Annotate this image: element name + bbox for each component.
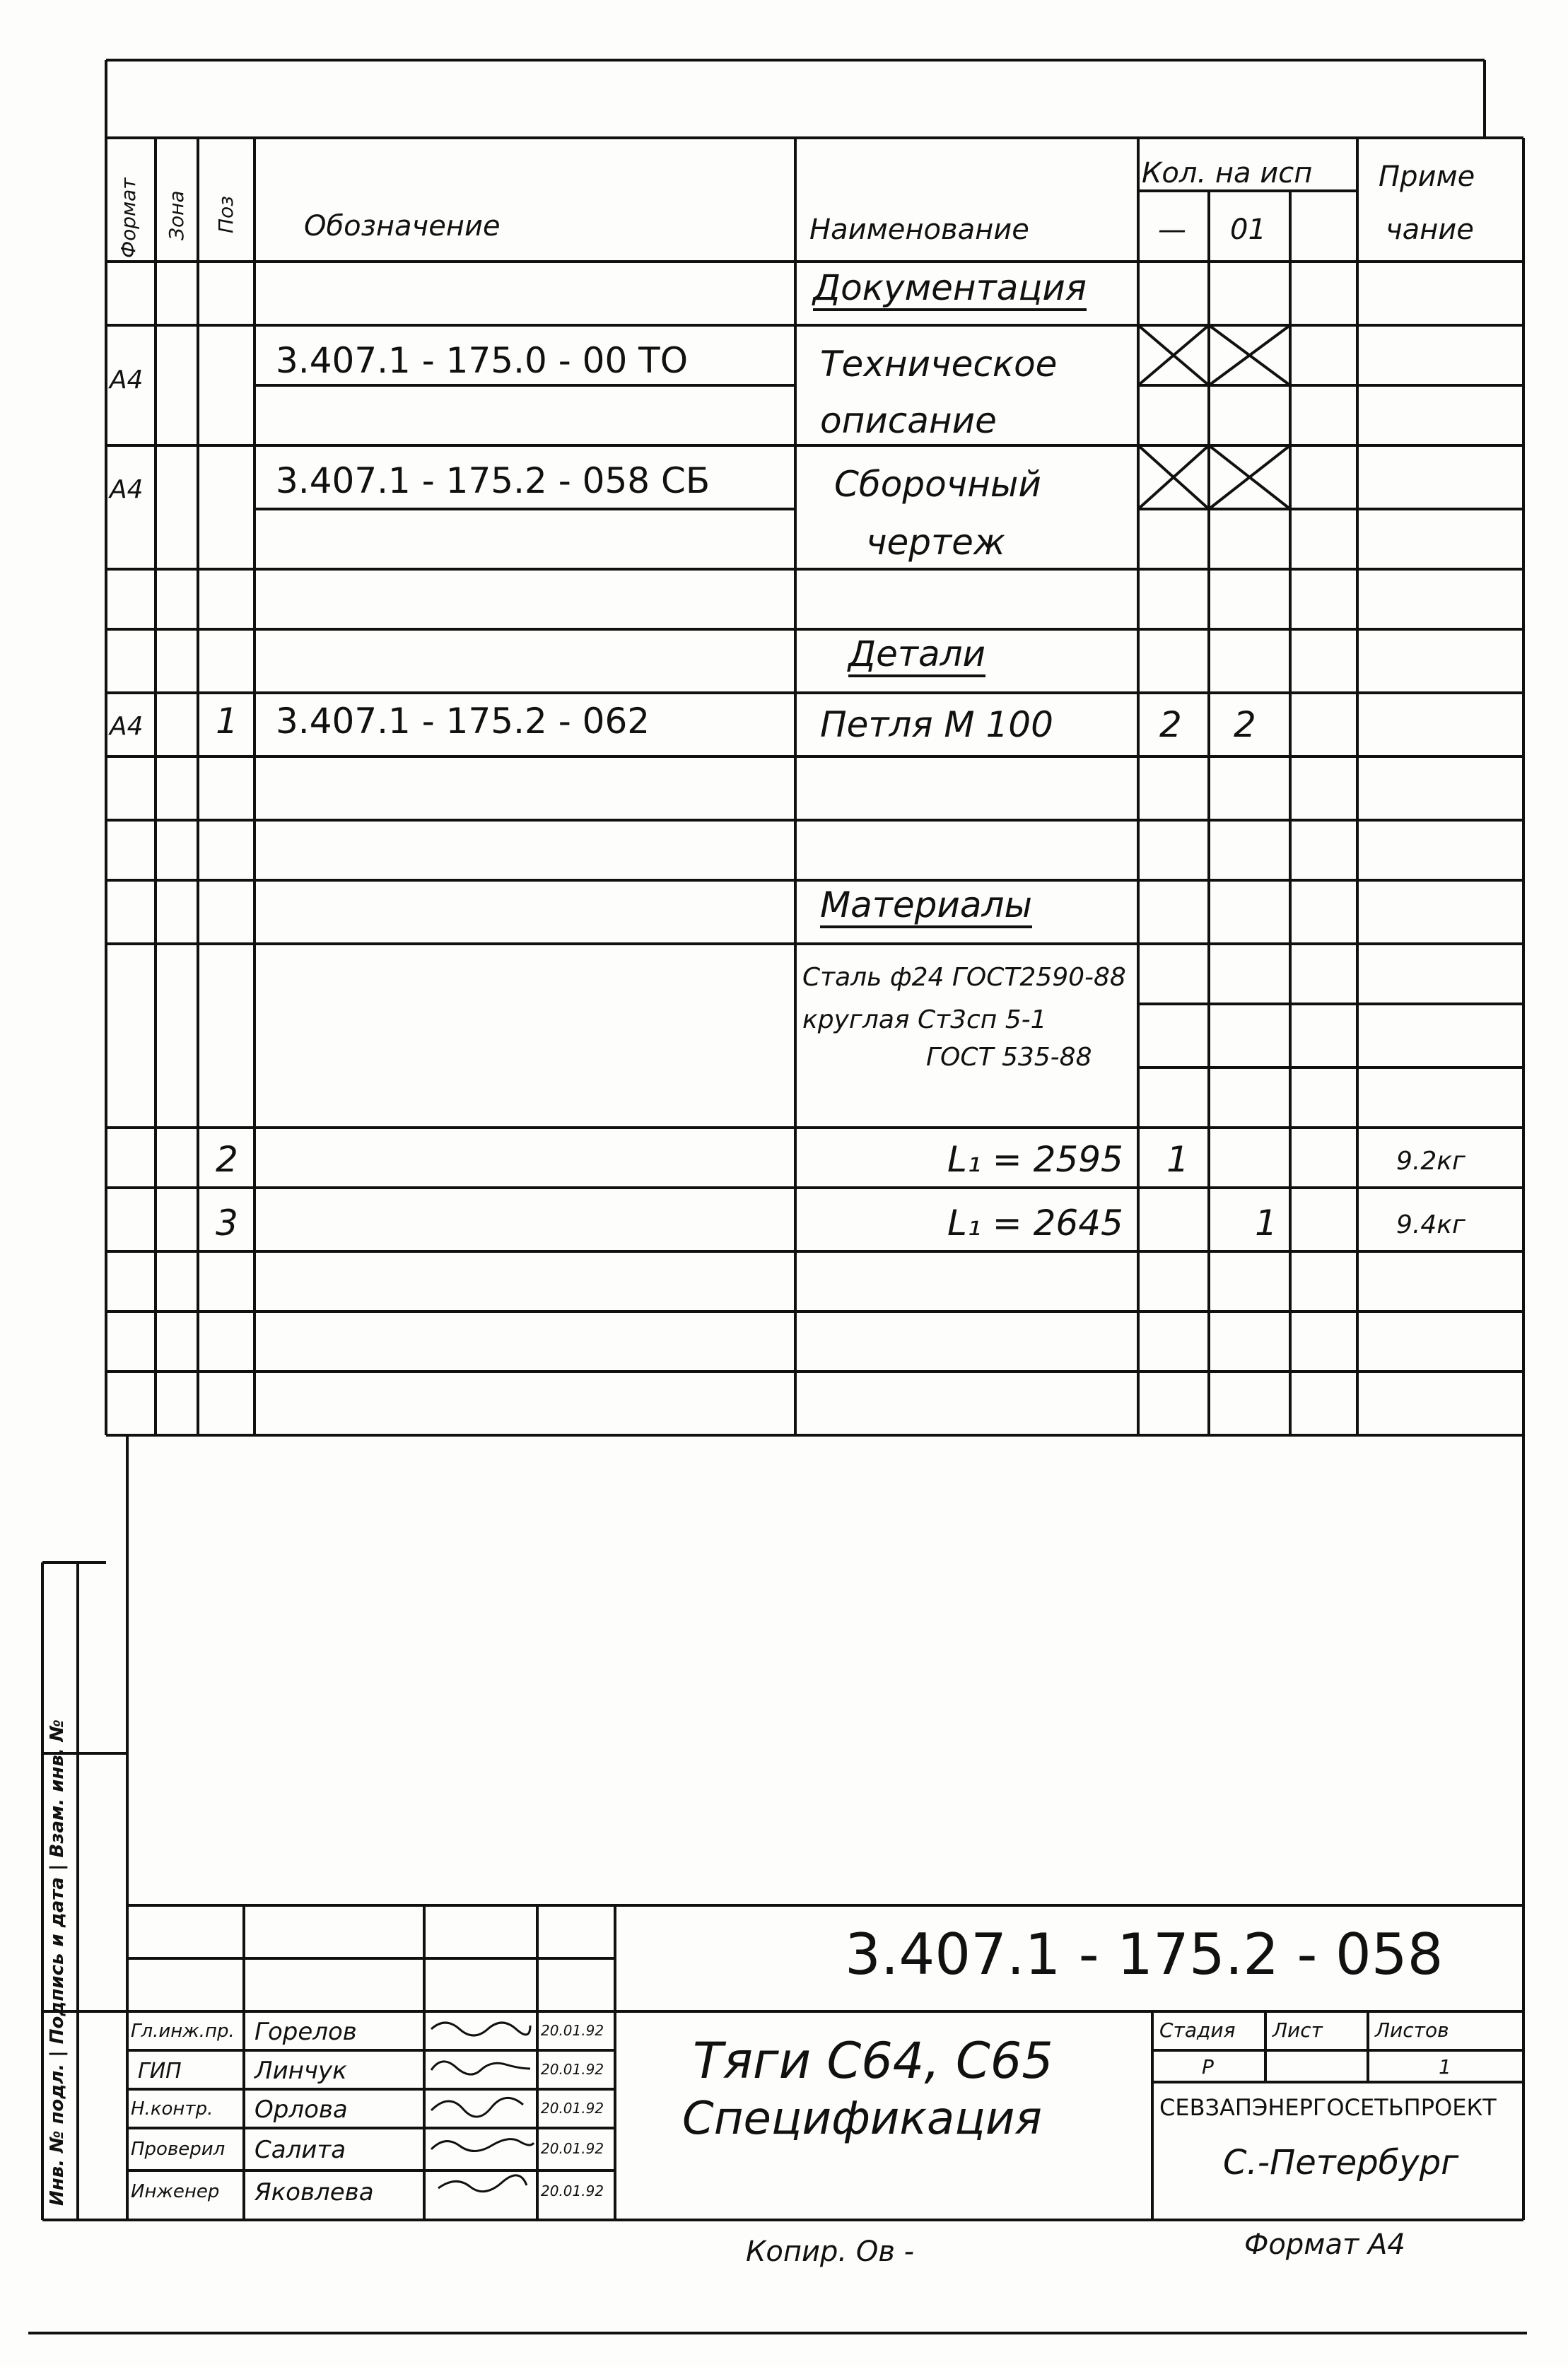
- signer-4-date: 20.01.92: [541, 2140, 604, 2157]
- header-name: Наименование: [809, 214, 1029, 246]
- header-qty-dash: —: [1158, 214, 1186, 246]
- side-stamp: Инв. № подл. | Подпись и дата | Взам. инв. №: [47, 1719, 68, 2206]
- header-note-2: чание: [1386, 214, 1474, 246]
- doc2-designation: 3.407.1 - 175.2 - 058 СБ: [276, 460, 710, 501]
- doc-code: 3.407.1 - 175.2 - 058: [845, 1922, 1444, 1987]
- signer-4-role: Проверил: [131, 2139, 226, 2160]
- part1-name: Петля М 100: [820, 704, 1053, 745]
- mat1-name: L₁ = 2595: [947, 1139, 1123, 1180]
- mat2-pos: 3: [216, 1203, 238, 1244]
- part1-qty-01: 2: [1234, 704, 1256, 745]
- mat2-name: L₁ = 2645: [947, 1203, 1123, 1244]
- footer-copied: Копир. Ов -: [746, 2236, 915, 2268]
- sheets-label: Листов: [1375, 2018, 1449, 2042]
- part1-designation: 3.407.1 - 175.2 - 062: [276, 701, 650, 742]
- signer-2-date: 20.01.92: [541, 2061, 604, 2078]
- signer-1-date: 20.01.92: [541, 2022, 604, 2039]
- title-line-1: Тяги С64, С65: [693, 2032, 1053, 2090]
- part1-format: А4: [110, 712, 144, 741]
- part1-qty-dash: 2: [1159, 704, 1182, 745]
- city: С.-Петербург: [1223, 2143, 1459, 2182]
- part1-pos: 1: [216, 701, 238, 742]
- signature-marks: [431, 2023, 534, 2192]
- signer-1-name: Горелов: [254, 2018, 357, 2046]
- header-pos: Поз: [214, 195, 238, 233]
- mat2-note: 9.4кг: [1396, 1210, 1465, 1239]
- organization: СЕВЗАПЭНЕРГОСЕТЬПРОЕКТ: [1159, 2094, 1497, 2121]
- signer-3-name: Орлова: [254, 2096, 348, 2124]
- doc1-name-1: Техническое: [820, 344, 1058, 385]
- sheet-label: Лист: [1272, 2018, 1323, 2042]
- signer-2-role: ГИП: [138, 2059, 182, 2083]
- header-zone: Зона: [165, 190, 188, 240]
- doc2-name-1: Сборочный: [834, 464, 1041, 505]
- section-parts: Детали: [848, 636, 985, 677]
- section-documentation: Документация: [813, 270, 1087, 311]
- stage-label: Стадия: [1159, 2018, 1236, 2042]
- header-note-1: Приме: [1379, 160, 1475, 193]
- sheets-value: 1: [1439, 2055, 1451, 2079]
- mat1-pos: 2: [216, 1139, 238, 1180]
- signer-5-name: Яковлева: [254, 2178, 374, 2207]
- material-line-1: Сталь ф24 ГОСТ2590-88: [802, 963, 1126, 992]
- signer-3-date: 20.01.92: [541, 2100, 604, 2117]
- material-line-3: ГОСТ 535-88: [926, 1043, 1092, 1072]
- signer-2-name: Линчук: [254, 2057, 347, 2085]
- mat1-note: 9.2кг: [1396, 1147, 1465, 1176]
- signer-5-date: 20.01.92: [541, 2182, 604, 2199]
- doc1-designation: 3.407.1 - 175.0 - 00 ТО: [276, 340, 689, 381]
- signer-5-role: Инженер: [131, 2181, 220, 2202]
- doc1-name-2: описание: [820, 400, 997, 441]
- header-qty-01: 01: [1230, 214, 1266, 246]
- material-line-2: круглая Ст3сп 5-1: [802, 1005, 1047, 1034]
- header-designation: Обозначение: [304, 210, 501, 242]
- doc2-name-2: чертеж: [866, 522, 1005, 563]
- header-format: Формат: [117, 177, 140, 258]
- header-qty-group: Кол. на исп: [1142, 157, 1313, 189]
- stage-value: Р: [1202, 2055, 1214, 2079]
- title-line-2: Спецификация: [682, 2093, 1042, 2145]
- mat2-qty-01: 1: [1255, 1203, 1277, 1244]
- doc1-format: А4: [110, 366, 144, 394]
- signer-4-name: Салита: [254, 2136, 346, 2164]
- mat1-qty-dash: 1: [1166, 1139, 1189, 1180]
- signer-3-role: Н.контр.: [131, 2098, 213, 2120]
- signer-1-role: Гл.инж.пр.: [131, 2021, 235, 2042]
- doc2-format: А4: [110, 475, 144, 504]
- footer-format: Формат А4: [1244, 2228, 1405, 2261]
- section-materials: Материалы: [820, 887, 1032, 928]
